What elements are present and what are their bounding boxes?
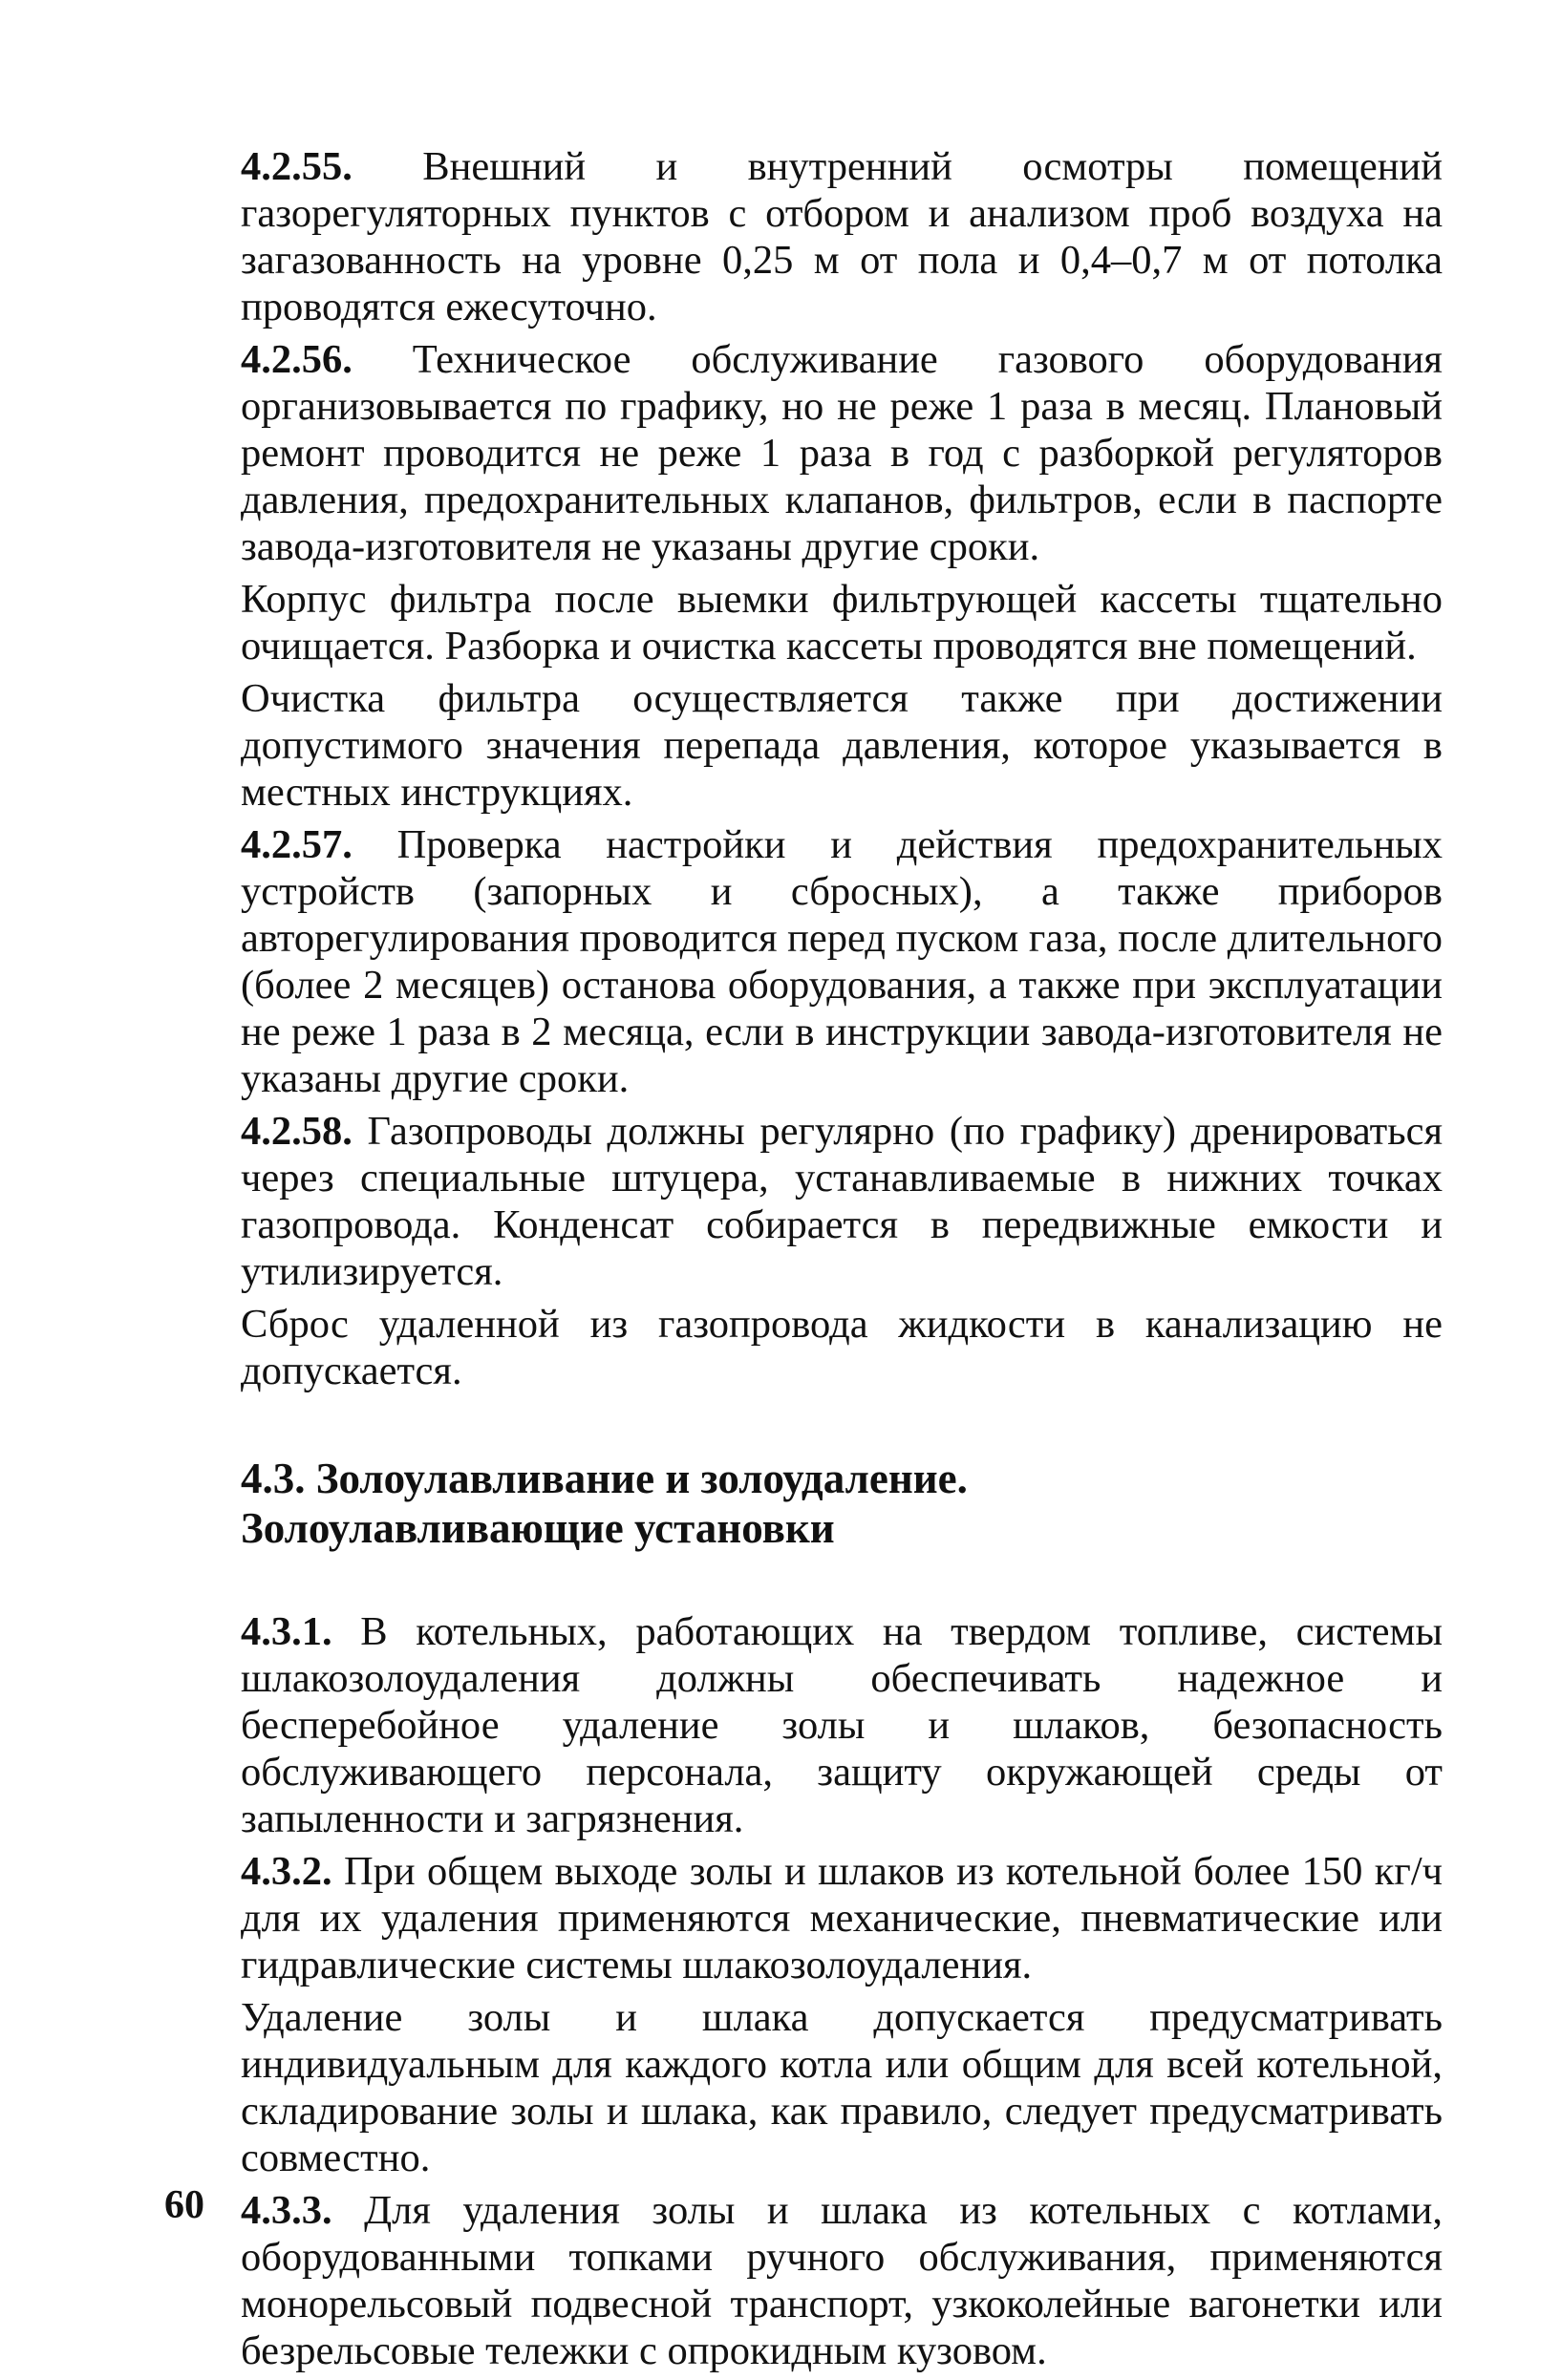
paragraph-4-3-2 [241, 1848, 1443, 1988]
paragraph-4-3-3 [241, 2187, 1443, 2374]
clause-number: 4.2.55. [241, 144, 353, 189]
paragraph-liquid-discharge [241, 1301, 1443, 1394]
paragraph-filter-cleaning [241, 675, 1443, 816]
paragraph-text: В котельных, работающих на твердом топливе, системы шлакозолоудаления должны обеспечивать надежное и бесперебойное удаление золы и шлаков, безопасность обслуживающего персонала, защиту окружающей среды от запыленности и загрязнения. [241, 1609, 1443, 1841]
clause-number: 4.2.56. [241, 337, 353, 382]
paragraph-text: Очистка фильтра осуществляется также при достижении допустимого значения перепада давления, которое указывается в местных инструкциях. [241, 676, 1443, 815]
paragraph-text: Газопроводы должны регулярно (по графику) дренироваться через специальные штуцера, устанавливаемые в нижних точках газопровода. Конденсат собирается в передвижные емкости и утилизируется. [241, 1109, 1443, 1294]
page-number: 60 [164, 2183, 204, 2227]
paragraph-text: Удаление золы и шлака допускается предусматривать индивидуальным для каждого котла или общим для всей котельной, складирование золы и шлака, как правило, следует предусматривать совместно. [241, 1995, 1443, 2180]
paragraph-text: При общем выходе золы и шлаков из котельной более 150 кг/ч для их удаления применяются механические, пневматические или гидравлические системы шлакозолоудаления. [241, 1849, 1443, 1987]
paragraph-4-2-58 [241, 1108, 1443, 1295]
paragraph-4-2-57 [241, 821, 1443, 1102]
paragraph-4-2-55 [241, 143, 1443, 330]
paragraph-4-3-1 [241, 1608, 1443, 1842]
heading-line-2: Золоулавливающие установки [241, 1504, 835, 1552]
page-content [241, 143, 1443, 2380]
heading-line-1: 4.3. Золоулавливание и золоудаление. [241, 1455, 968, 1502]
paragraph-4-2-56 [241, 336, 1443, 570]
paragraph-ash-removal [241, 1994, 1443, 2181]
paragraph-filter-housing [241, 576, 1443, 669]
paragraph-text: Корпус фильтра после выемки фильтрующей кассеты тщательно очищается. Разборка и очистка кассеты проводятся вне помещений. [241, 577, 1443, 669]
paragraph-text: Проверка настройки и действия предохранительных устройств (запорных и сбросных), а также приборов авторегулирования проводится перед пуском газа, после длительного (более 2 месяцев) останова оборудования, а также при эксплуатации не реже 1 раза в 2 месяца, если в инструкции завода-изготовителя не указаны другие сроки. [241, 822, 1443, 1101]
paragraph-text: Техническое обслуживание газового оборудования организовывается по графику, но не реже 1 раза в месяц. Плановый ремонт проводится не реже 1 раза в год с разборкой регуляторов давления, предохранительных клапанов, фильтров, если в паспорте завода-изготовителя не указаны другие сроки. [241, 337, 1443, 569]
paragraph-text: Для удаления золы и шлака из котельных с котлами, оборудованными топками ручного обслуживания, применяются монорельсовый подвесной транспорт, узкоколейные вагонетки или безрельсовые тележки с опрокидным кузовом. [241, 2188, 1443, 2373]
clause-number: 4.3.2. [241, 1849, 332, 1894]
clause-number: 4.2.57. [241, 822, 353, 867]
clause-number: 4.3.1. [241, 1609, 332, 1654]
paragraph-text: Внешний и внутренний осмотры помещений газорегуляторных пунктов с отбором и анализом проб воздуха на загазованность на уровне 0,25 м от пола и 0,4–0,7 м от потолка проводятся ежесуточно. [241, 144, 1443, 329]
section-heading [241, 1454, 1443, 1553]
clause-number: 4.3.3. [241, 2188, 332, 2233]
clause-number: 4.2.58. [241, 1109, 353, 1154]
paragraph-text: Сброс удаленной из газопровода жидкости в канализацию не допускается. [241, 1302, 1443, 1393]
